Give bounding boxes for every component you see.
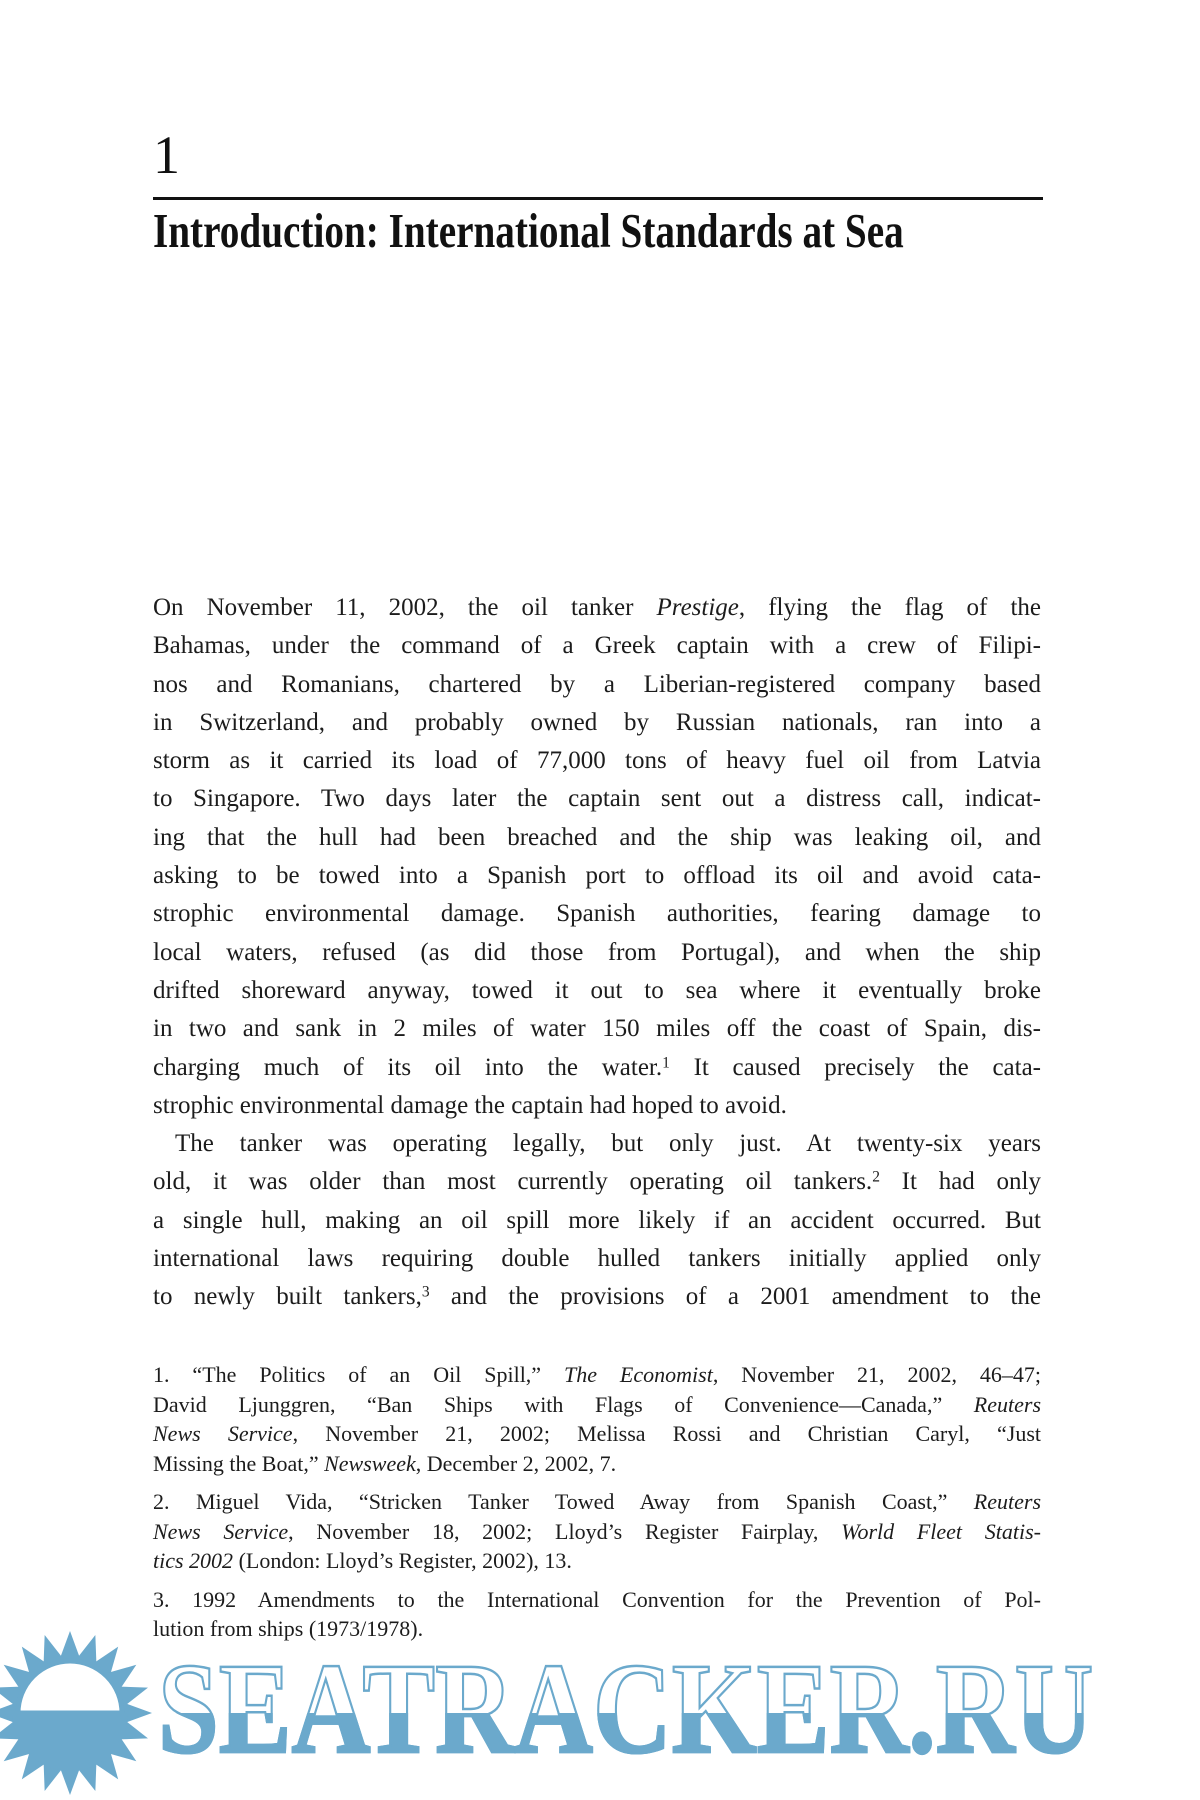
paragraph xyxy=(153,589,1041,1125)
text-line: ing that the hull had been breached and the ship was leaking oil, and xyxy=(153,823,1041,851)
sun-icon xyxy=(0,1629,154,1797)
text-line: 1. “The Politics of an Oil Spill,” The Economist, November 21, 2002, 46–47; xyxy=(153,1362,1041,1387)
text-line: tics 2002 (London: Lloyd’s Register, 2002), 13. xyxy=(153,1548,572,1573)
chapter-title-rule xyxy=(153,197,1043,200)
text-line: old, it was older than most currently operating oil tankers.$^2$ It had only xyxy=(153,1168,1041,1196)
text-line: to newly built tankers,$^3$ and the provisions of a 2001 amendment to the xyxy=(153,1283,1041,1311)
text-line: 2. Miguel Vida, “Stricken Tanker Towed Away from Spanish Coast,” Reuters xyxy=(153,1489,1041,1514)
text-line: 3. 1992 Amendments to the International Convention for the Prevention of Pol- xyxy=(153,1586,1041,1612)
footnote-1 xyxy=(153,1360,1041,1478)
text-line: Missing the Boat,” Newsweek, December 2, 2002, 7. xyxy=(153,1450,617,1476)
text-line: charging much of its oil into the water.$^1$ It caused precisely the cata- xyxy=(153,1053,1042,1081)
text-line: strophic environmental damage the captain had hoped to avoid. xyxy=(153,1091,787,1119)
text-line: storm as it carried its load of 77,000 tons of heavy fuel oil from Latvia xyxy=(153,747,1041,775)
text-line: lution from ships (1973/1978). xyxy=(153,1616,424,1641)
footnote-3 xyxy=(153,1585,1041,1644)
text-line: News Service, November 21, 2002; Melissa Rossi and Christian Caryl, “Just xyxy=(153,1421,1042,1446)
footnotes-section xyxy=(153,1360,1041,1653)
text-line: strophic environmental damage. Spanish authorities, fearing damage to xyxy=(153,900,1041,928)
text-line: Bahamas, under the command of a Greek captain with a crew of Filipi- xyxy=(153,632,1041,660)
chapter-number: 1 xyxy=(153,125,180,185)
text-line: nos and Romanians, chartered by a Liberian-registered company based xyxy=(153,670,1041,698)
body-text xyxy=(153,589,1041,1317)
text-line: a single hull, making an oil spill more likely if an accident occurred. But xyxy=(153,1206,1041,1234)
watermark-text: SEATRACKER.RU xyxy=(158,1637,1094,1781)
chapter-title: Introduction: International Standards at Sea xyxy=(153,203,904,258)
paragraph xyxy=(153,1125,1041,1316)
text-line: local waters, refused (as did those from Portugal), and when the ship xyxy=(153,938,1041,966)
text-line: drifted shoreward anyway, towed it out to sea where it eventually broke xyxy=(153,976,1041,1004)
text-line: in two and sank in 2 miles of water 150 miles off the coast of Spain, dis- xyxy=(153,1015,1041,1043)
text-line: News Service, November 18, 2002; Lloyd’s Register Fairplay, World Fleet Statis- xyxy=(153,1518,1041,1544)
text-line: On November 11, 2002, the oil tanker Prestige, flying the flag of the xyxy=(153,594,1041,621)
text-line: international laws requiring double hulled tankers initially applied only xyxy=(153,1245,1041,1273)
text-line: David Ljunggren, “Ban Ships with Flags of Convenience—Canada,” Reuters xyxy=(153,1391,1041,1417)
text-line: in Switzerland, and probably owned by Russian nationals, ran into a xyxy=(153,708,1041,736)
text-line: to Singapore. Two days later the captain sent out a distress call, indicat- xyxy=(153,785,1041,813)
text-line: asking to be towed into a Spanish port to offload its oil and avoid cata- xyxy=(153,862,1041,890)
footnote-2 xyxy=(153,1487,1041,1576)
text-line: The tanker was operating legally, but only just. At twenty-six years xyxy=(175,1130,1041,1158)
